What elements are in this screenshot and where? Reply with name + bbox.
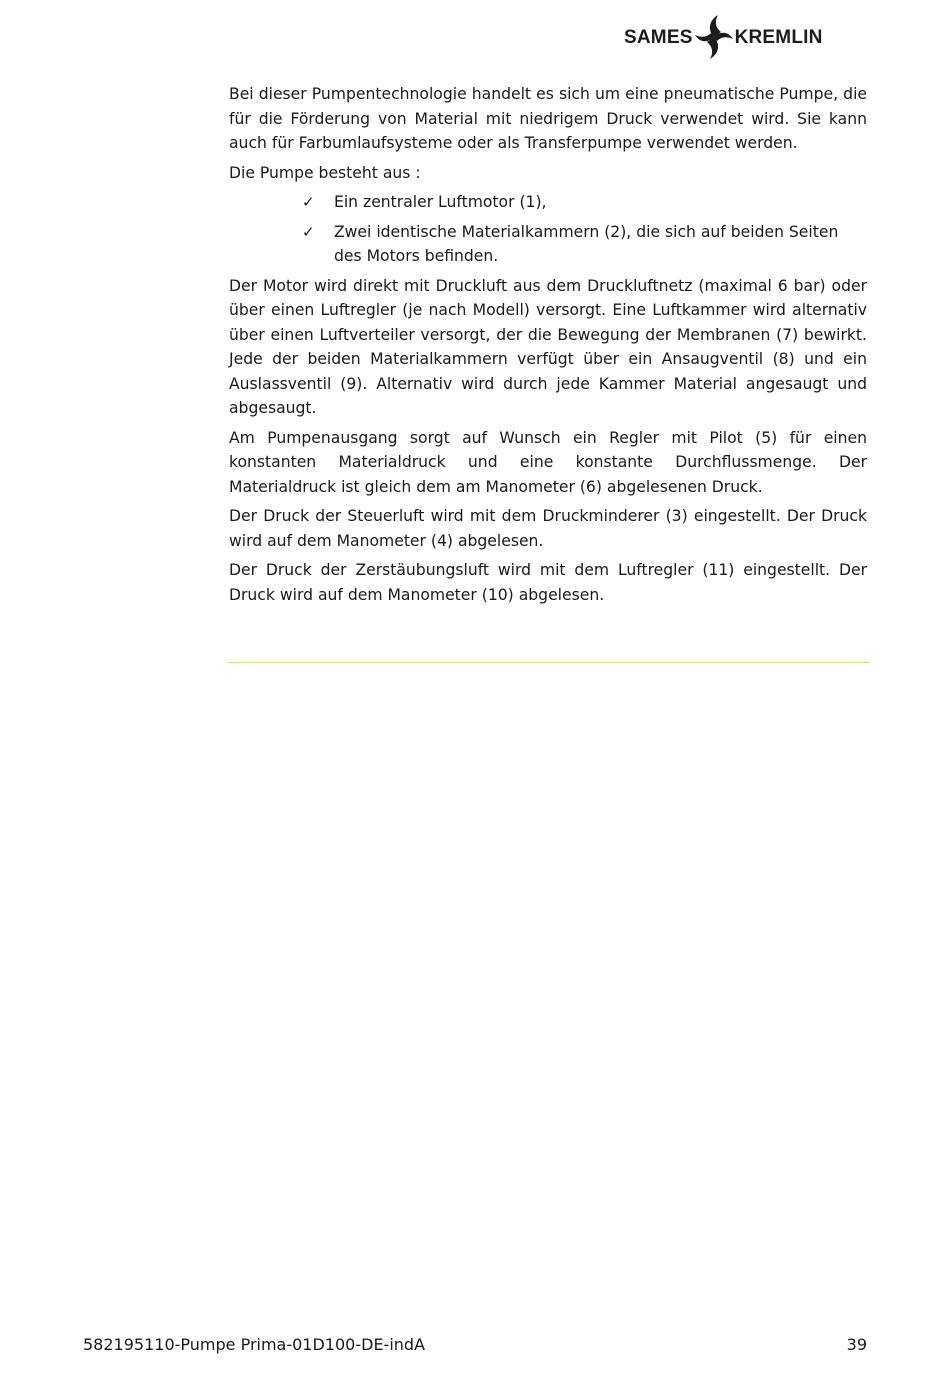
footer-document-id: 582195110-Pumpe Prima-01D100-DE-indA [83, 1335, 426, 1354]
company-logo [624, 12, 846, 62]
section-divider [227, 662, 870, 663]
main-text [229, 82, 867, 612]
list-item-text: Ein zentraler Luftmotor (1), [334, 193, 547, 211]
components-list [229, 190, 867, 269]
paragraph-motor: Der Motor wird direkt mit Druckluft aus dem Druckluftnetz (maximal 6 bar) oder über einen Luftregler (je nach Modell) versorgt. Eine Luftkammer wird alternativ über einen Luftverteiler versorgt, der die Bewegung der Membranen (7) bewirkt. Jede der beiden Materialkammern verfügt über ein Ansaugventil (8) und ein Auslassventil (9). Alternativ wird durch jede Kammer Material angesaugt und abgesaugt. [229, 276, 867, 417]
paragraph-outlet: Am Pumpenausgang sorgt auf Wunsch ein Regler mit Pilot (5) für einen konstanten Materialdruck und eine konstante Durchflussmenge. Der Materialdruck ist gleich dem am Manometer (6) abgelesenen Druck. [229, 428, 867, 496]
logo-swirl-icon [694, 13, 734, 61]
list-item [302, 190, 867, 215]
paragraph-intro: Bei dieser Pumpentechnologie handelt es sich um eine pneumatische Pumpe, die für die Förderung von Material mit niedrigem Druck verwendet wird. Sie kann auch für Farbumlaufsysteme oder als Transferpumpe verwendet werden. [229, 85, 867, 152]
paragraph-control-air: Der Druck der Steuerluft wird mit dem Druckminderer (3) eingestellt. Der Druck wird auf dem Manometer (4) abgelesen. [229, 507, 867, 550]
logo-text-kremlin: KREMLIN [734, 26, 823, 48]
checkmark-icon: ✓ [302, 222, 315, 241]
logo-text-sames: SAMES [624, 26, 693, 48]
paragraph-components-intro: Die Pumpe besteht aus : [229, 163, 421, 182]
footer-page-number: 39 [846, 1335, 867, 1354]
paragraph-atomizing-air: Der Druck der Zerstäubungsluft wird mit dem Luftregler (11) eingestellt. Der Druck wird auf dem Manometer (10) abgelesen. [229, 561, 867, 604]
checkmark-icon: ✓ [302, 193, 315, 211]
list-item-text: Zwei identische Materialkammern (2), die sich auf beiden Seiten des Motors befinden. [334, 222, 839, 265]
list-item [302, 220, 867, 269]
